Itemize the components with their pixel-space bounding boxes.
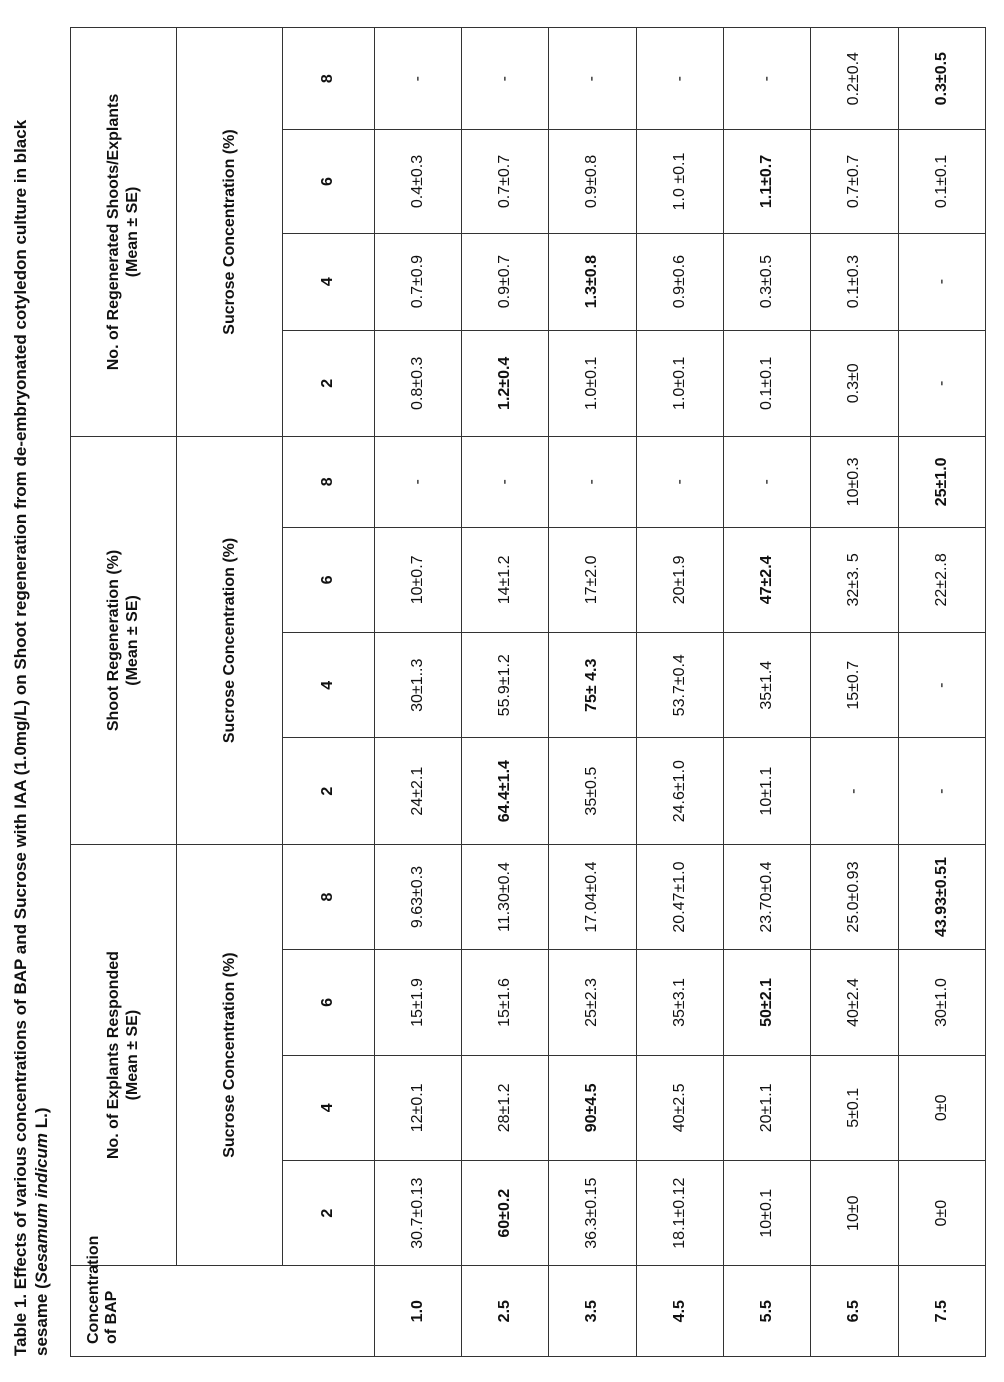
table-cell: 10±0.1 — [723, 1161, 810, 1266]
table-cell: 0.3±0.5 — [898, 28, 985, 130]
table-cell: 90±4.5 — [549, 1055, 636, 1160]
table-cell: - — [636, 437, 723, 528]
table-cell: 0.7±0.7 — [811, 130, 898, 233]
table-cell: 0.1±0.3 — [811, 233, 898, 330]
table-cell: - — [374, 28, 461, 130]
sucrose-level-2-3: 8 — [283, 28, 375, 130]
table-cell: 30±1.0 — [898, 950, 985, 1055]
bap-value: 5.5 — [723, 1266, 810, 1357]
table-caption — [10, 56, 52, 1356]
table-cell: 11.30±0.4 — [461, 844, 548, 949]
table-cell: - — [811, 738, 898, 844]
sucrose-header-3: Sucrose Concentration (%) — [177, 28, 283, 437]
table-cell: 10±0 — [811, 1161, 898, 1266]
table-cell: 0.1±0.1 — [723, 330, 810, 436]
header-row-levels — [283, 28, 375, 1357]
bap-column-header — [71, 1235, 375, 1357]
bap-value: 3.5 — [549, 1266, 636, 1357]
table-cell: 15±0.7 — [811, 633, 898, 738]
table-cell: 20±1.9 — [636, 527, 723, 632]
table-cell: 17±2.0 — [549, 527, 636, 632]
table-cell: - — [461, 28, 548, 130]
table-cell: 64.4±1.4 — [461, 738, 548, 844]
bap-label: Concentration of BAP — [85, 1235, 120, 1344]
table-cell: 25±2.3 — [549, 950, 636, 1055]
group-title-shoots: No. of Regenerated Shoots/Explants — [104, 93, 122, 371]
table-row — [461, 28, 548, 1357]
table-cell: 12±0.1 — [374, 1055, 461, 1160]
table-cell: 0.7±0.9 — [374, 233, 461, 330]
table-cell: - — [549, 437, 636, 528]
caption-species: Sesamum indicum — [32, 1133, 51, 1284]
table-cell: 75± 4.3 — [549, 633, 636, 738]
table-cell: 20.47±1.0 — [636, 844, 723, 949]
table-cell: 15±1.9 — [374, 950, 461, 1055]
table-cell: 0.2±0.4 — [811, 28, 898, 130]
table-cell: 1.2±0.4 — [461, 330, 548, 436]
table-cell: 23.70±0.4 — [723, 844, 810, 949]
table-cell: 0±0 — [898, 1161, 985, 1266]
sucrose-level-2-1: 4 — [283, 233, 375, 330]
table-cell: 24.6±1.0 — [636, 738, 723, 844]
table-cell: 0±0 — [898, 1055, 985, 1160]
table-cell: 0.9±0.8 — [549, 130, 636, 233]
table-cell: 35±1.4 — [723, 633, 810, 738]
table-cell: 1.1±0.7 — [723, 130, 810, 233]
caption-prefix: Table 1. Effects of various concentrations of BAP and Sucrose with IAA (1.0mg/L) on Shoot regeneration from de-embryonated cotyledon culture in black sesame ( — [11, 119, 51, 1356]
group-subtitle-regeneration: (Mean ± SE) — [123, 595, 141, 686]
table-cell: 30.7±0.13 — [374, 1161, 461, 1266]
sucrose-level-1-1: 4 — [283, 633, 375, 738]
table-cell: 36.3±0.15 — [549, 1161, 636, 1266]
table-cell: 0.3±0.5 — [723, 233, 810, 330]
table-cell: 9.63±0.3 — [374, 844, 461, 949]
table-row — [811, 28, 898, 1357]
table-cell: 35±0.5 — [549, 738, 636, 844]
table-cell: 0.9±0.7 — [461, 233, 548, 330]
table-cell: 24±2.1 — [374, 738, 461, 844]
table-cell: 15±1.6 — [461, 950, 548, 1055]
table-cell: - — [898, 233, 985, 330]
table-cell: 14±1.2 — [461, 527, 548, 632]
table-cell: - — [461, 437, 548, 528]
table-row — [636, 28, 723, 1357]
group-header-shoots — [71, 28, 177, 437]
sucrose-level-0-2: 6 — [283, 950, 375, 1055]
table-cell: 10±1.1 — [723, 738, 810, 844]
table-row — [723, 28, 810, 1357]
table-cell: - — [374, 437, 461, 528]
bap-value: 2.5 — [461, 1266, 548, 1357]
table-cell: 1.0 ±0.1 — [636, 130, 723, 233]
table-cell: 0.7±0.7 — [461, 130, 548, 233]
bap-value: 7.5 — [898, 1266, 985, 1357]
sucrose-level-1-0: 2 — [283, 738, 375, 844]
table-cell: 0.1±0.1 — [898, 130, 985, 233]
table-cell: 17.04±0.4 — [549, 844, 636, 949]
table-cell: 43.93±0.51 — [898, 844, 985, 949]
bap-value: 1.0 — [374, 1266, 461, 1357]
table-cell: - — [898, 633, 985, 738]
table-cell: 1.0±0.1 — [636, 330, 723, 436]
table-cell: 20±1.1 — [723, 1055, 810, 1160]
table-row — [898, 28, 985, 1357]
sucrose-level-1-3: 8 — [283, 437, 375, 528]
table-cell: 40±2.4 — [811, 950, 898, 1055]
table-cell: 1.0±0.1 — [549, 330, 636, 436]
header-row-sucrose — [177, 28, 283, 1357]
table-cell: 0.4±0.3 — [374, 130, 461, 233]
sucrose-header-2: Sucrose Concentration (%) — [177, 437, 283, 845]
table-cell: 50±2.1 — [723, 950, 810, 1055]
table-cell: - — [723, 437, 810, 528]
sucrose-level-1-2: 6 — [283, 527, 375, 632]
table-cell: 0.3±0 — [811, 330, 898, 436]
sucrose-level-0-3: 8 — [283, 844, 375, 949]
sucrose-level-0-1: 4 — [283, 1055, 375, 1160]
group-header-regeneration — [71, 437, 177, 845]
table-cell: 32±3. 5 — [811, 527, 898, 632]
table-cell: 0.9±0.6 — [636, 233, 723, 330]
table-cell: 22±2..8 — [898, 527, 985, 632]
group-title-explants: No. of Explants Responded — [104, 951, 122, 1160]
table-cell: 47±2.4 — [723, 527, 810, 632]
table-row — [374, 28, 461, 1357]
table-cell: 18.1±0.12 — [636, 1161, 723, 1266]
table-cell: 60±0.2 — [461, 1161, 548, 1266]
table-cell: 35±3.1 — [636, 950, 723, 1055]
table-cell: 10±0.7 — [374, 527, 461, 632]
table-cell: - — [549, 28, 636, 130]
results-table — [70, 27, 986, 1357]
group-title-regeneration: Shoot Regeneration (%) — [104, 549, 122, 732]
header-row-groups — [71, 28, 177, 1357]
table-cell: 55.9±1.2 — [461, 633, 548, 738]
table-body — [374, 28, 985, 1357]
table-cell: 28±1.2 — [461, 1055, 548, 1160]
group-subtitle-shoots: (Mean ± SE) — [123, 186, 141, 278]
sucrose-header-1: Sucrose Concentration (%) — [177, 844, 283, 1266]
table-cell: - — [898, 330, 985, 436]
table-cell: 40±2.5 — [636, 1055, 723, 1160]
table-cell: 1.3±0.8 — [549, 233, 636, 330]
table-row — [549, 28, 636, 1357]
sucrose-level-2-2: 6 — [283, 130, 375, 233]
sucrose-level-2-0: 2 — [283, 330, 375, 436]
bap-value: 4.5 — [636, 1266, 723, 1357]
group-header-explants — [71, 844, 177, 1266]
table-cell: 25±1.0 — [898, 437, 985, 528]
group-subtitle-explants: (Mean ± SE) — [123, 1009, 141, 1101]
table-cell: - — [636, 28, 723, 130]
table-cell: - — [898, 738, 985, 844]
sucrose-level-0-0: 2 — [283, 1161, 375, 1266]
table-cell: 25.0±0.93 — [811, 844, 898, 949]
table-cell: 30±1..3 — [374, 633, 461, 738]
caption-suffix: L.) — [32, 1107, 51, 1133]
table-cell: - — [723, 28, 810, 130]
bap-value: 6.5 — [811, 1266, 898, 1357]
table-cell: 0.8±0.3 — [374, 330, 461, 436]
table-cell: 53.7±0.4 — [636, 633, 723, 738]
table-cell: 5±0.1 — [811, 1055, 898, 1160]
table-cell: 10±0.3 — [811, 437, 898, 528]
